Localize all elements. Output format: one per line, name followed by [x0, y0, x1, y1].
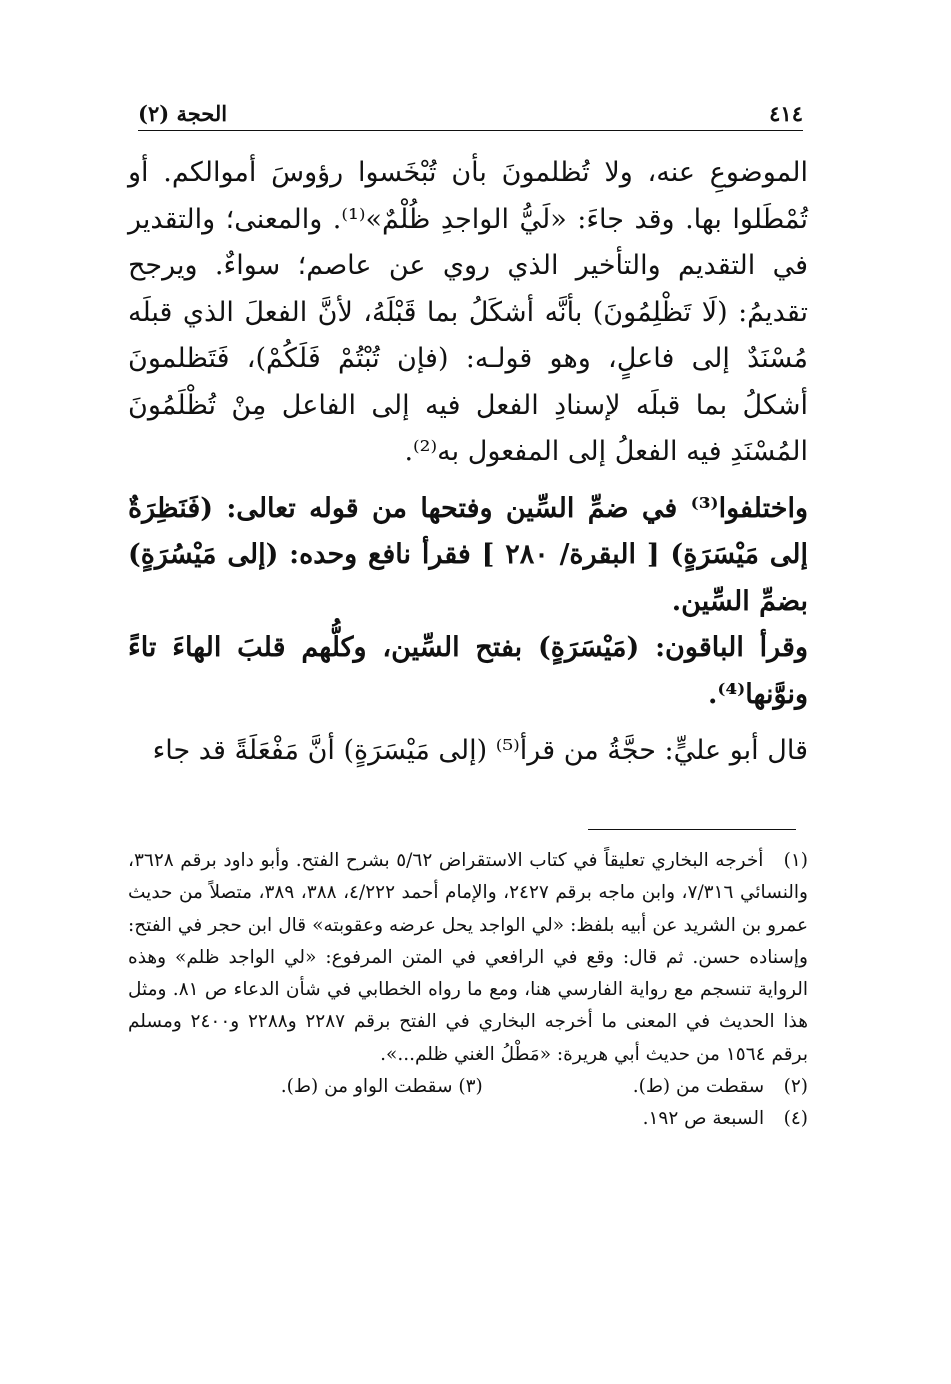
footnote-number: (٣) [458, 1076, 483, 1098]
footnote-row [128, 1071, 808, 1103]
footnote-text: سقطت الواو من (ط). [280, 1076, 453, 1098]
footnote-text: أخرجه البخاري تعليقاً في كتاب الاستقراض ٥/٦٢ بشرح الفتح. وأبو داود برقم ٣٦٢٨، والنسائي ٧/٣١٦، وابن ماجه برقم ٢٤٢٧، والإمام أحمد ٤/٢٢٢، ٣٨٨، ٣٨٩، متصلاً من حديث عمرو بن الشريد عن أبيه بلفظ: «لي الواجد يحل عرضه وعقوبته» قال ابن حجر في الفتح: وإسناده حسن. ثم قال: وقع في الرافعي في المتن المرفوع: «لي الواجد ظلم» وهذه الرواية تنسجم مع رواية الفارسي هنا، ومع ما رواه الخطابي في شأن الدعاء ص ٨١. ومثل هذا الحديث في المعنى ما أخرجه البخاري في الفتح برقم ٢٢٨٧ و٢٢٨٨ و٢٤٠٠ ومسلم برقم ١٥٦٤ من حديث أبي هريرة: «مَطْلُ الغني ظلم...». [128, 850, 808, 1065]
paragraph-3: وقرأ الباقون: (مَيْسَرَةٍ) بفتح السِّين، وكلُّهم قلبَ الهاءَ تاءً ونوَّنها⁽⁴⁾. [128, 632, 808, 710]
footnote-number: (٤) [783, 1108, 808, 1130]
footnote-number: (٢) [783, 1076, 808, 1098]
page-header [138, 96, 803, 131]
footnote-number: (١) [783, 850, 808, 871]
page-number: ٤١٤ [769, 101, 803, 126]
footnote-1 [128, 845, 808, 1071]
paragraph-4: قال أبو عليٍّ: حجَّةُ من قرأ⁽⁵⁾ (إلى مَيْسَرَةٍ) أنَّ مَفْعَلَةً قد جاء [152, 735, 808, 766]
footnotes [128, 845, 808, 1136]
footnote-separator [588, 829, 796, 830]
running-title: الحجة (٢) [138, 101, 228, 126]
footnote-text: سقطت من (ط). [632, 1076, 765, 1098]
paragraph-1: الموضوعِ عنه، ولا تُظلمونَ بأن تُبْخَسوا رؤوسَ أموالكم. أو تُمْطَلوا بها. وقد جاءَ: «لَيُّ الواجدِ ظُلْمٌ»⁽¹⁾. والمعنى؛ والتقدير في التقديم والتأخير الذي روي عن عاصم؛ سواءٌ. ويرجح تقديمُ: (لَا تَظْلِمُونَ) بأنَّه أشكَلُ بما قَبْلَهُ، لأنَّ الفعلَ الذي قبلَه مُسْنَدٌ إلى فاعلٍ، وهو قولـه: (فإن تُبْتُمْ فَلَكُمْ)، فَتَظلمونَ أشكلُ بما قبلَه لإسنادِ الفعل فيه إلى الفاعل مِنْ تُظْلَمُونَ المُسْنَدِ فيه الفعلُ إلى المفعول به⁽²⁾. [128, 157, 809, 467]
main-text [128, 150, 808, 775]
footnote-2 [633, 1071, 808, 1103]
footnote-3 [281, 1071, 483, 1103]
footnote-text: السبعة ص ١٩٢. [642, 1108, 765, 1130]
paragraph-2: واختلفوا⁽³⁾ في ضمِّ السِّين وفتحها من قوله تعالى: (فَنَظِرَةٌ إلى مَيْسَرَةٍ) [ البقرة/ ٢٨٠ ] فقرأ نافع وحده: (إلى مَيْسُرَةٍ) بضمِّ السِّين. [128, 492, 808, 617]
footnote-4 [128, 1103, 808, 1135]
